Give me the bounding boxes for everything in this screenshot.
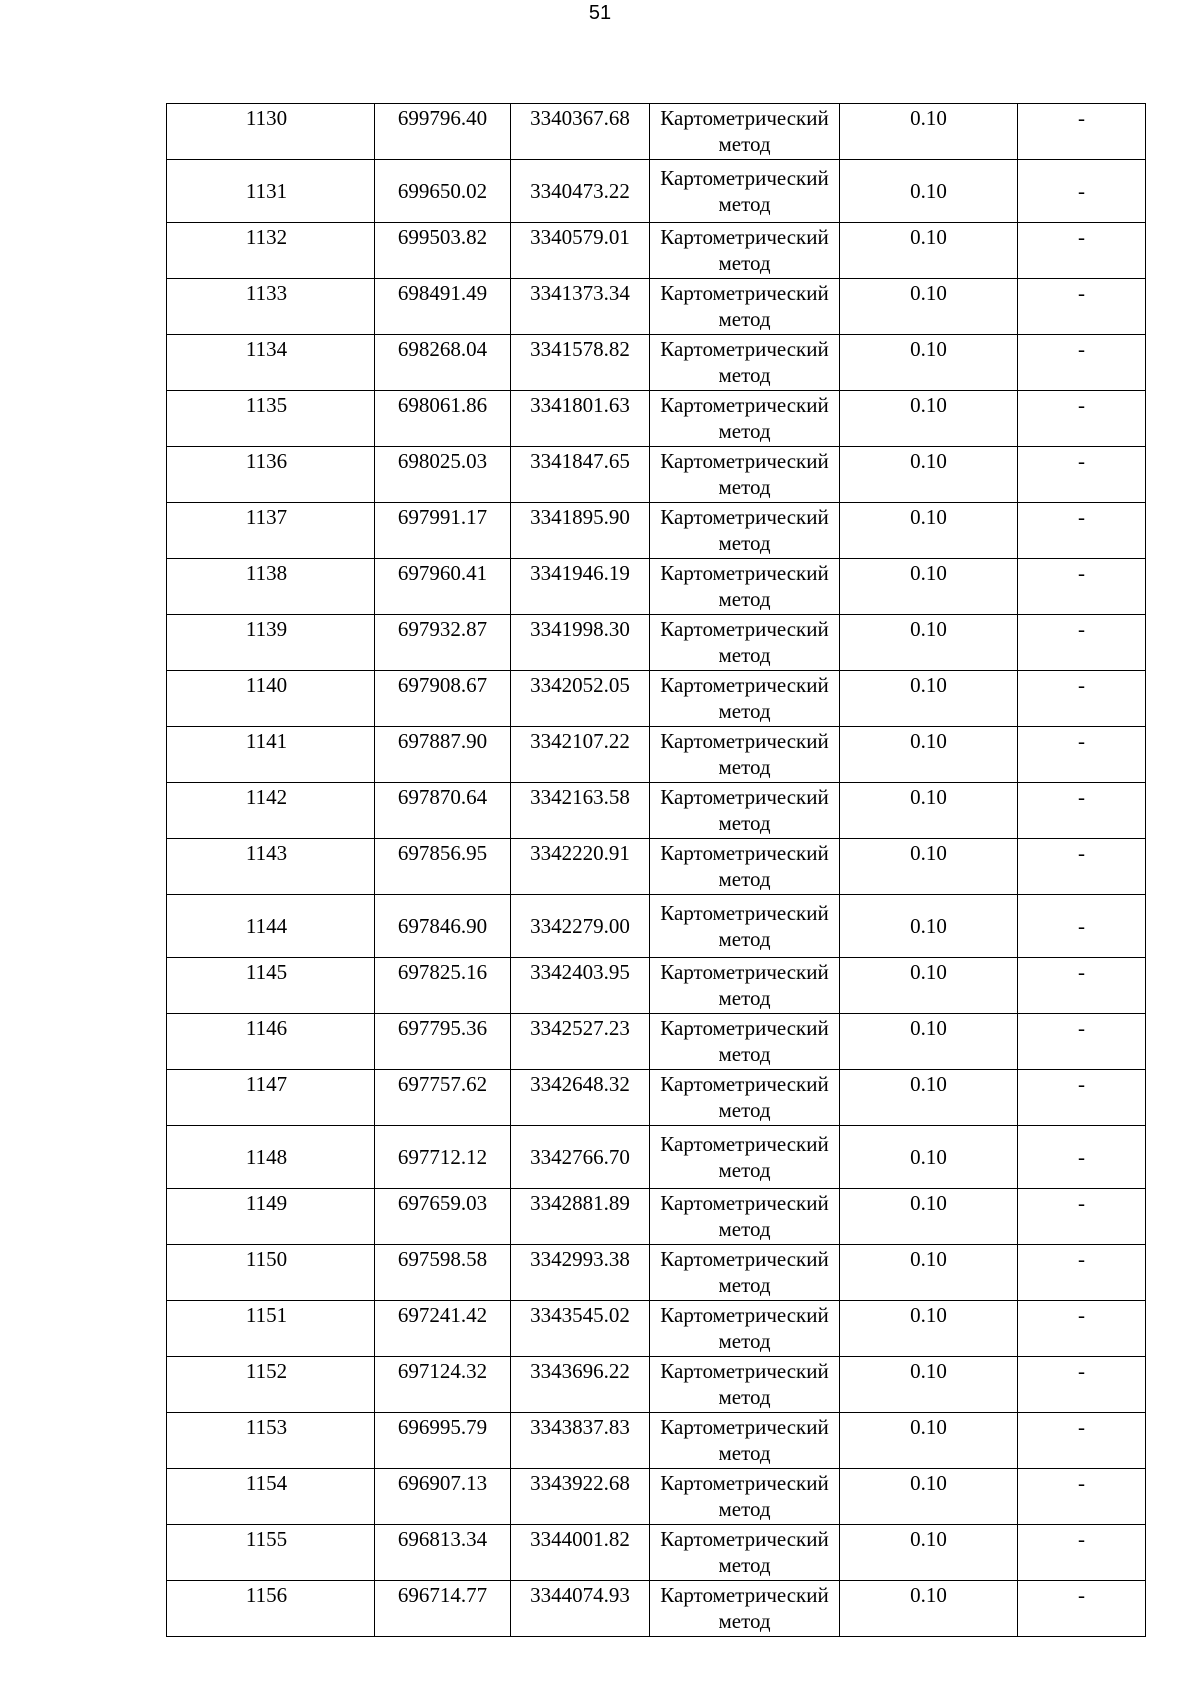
method-line-1: Картометрический [660,1132,829,1156]
method-cell [650,1245,840,1301]
x-coordinate-cell: 697659.03 [375,1189,511,1245]
x-coordinate-cell: 698491.49 [375,279,511,335]
x-coordinate-cell: 696813.34 [375,1525,511,1581]
table-row [167,223,1146,279]
point-number-cell: 1155 [167,1525,375,1581]
point-number-cell: 1137 [167,503,375,559]
x-coordinate-cell: 697908.67 [375,671,511,727]
point-number-cell: 1132 [167,223,375,279]
y-coordinate-cell: 3341578.82 [511,335,650,391]
table-row [167,1357,1146,1413]
point-number-cell: 1148 [167,1126,375,1189]
method-line-1: Картометрический [660,337,829,361]
point-number-cell: 1144 [167,895,375,958]
method-cell [650,559,840,615]
method-line-2: метод [718,1441,771,1465]
accuracy-cell: 0.10 [840,727,1018,783]
note-cell: - [1018,160,1146,223]
y-coordinate-cell: 3342279.00 [511,895,650,958]
point-number-cell: 1147 [167,1070,375,1126]
method-line-1: Картометрический [660,729,829,753]
x-coordinate-cell: 697846.90 [375,895,511,958]
accuracy-cell: 0.10 [840,895,1018,958]
accuracy-cell: 0.10 [840,447,1018,503]
note-cell: - [1018,447,1146,503]
method-line-2: метод [718,699,771,723]
method-cell [650,1413,840,1469]
point-number-cell: 1139 [167,615,375,671]
x-coordinate-cell: 697124.32 [375,1357,511,1413]
method-cell [650,1525,840,1581]
method-line-2: метод [718,132,771,156]
method-line-2: метод [718,1385,771,1409]
method-cell [650,447,840,503]
point-number-cell: 1135 [167,391,375,447]
y-coordinate-cell: 3341847.65 [511,447,650,503]
method-line-1: Картометрический [660,617,829,641]
y-coordinate-cell: 3342881.89 [511,1189,650,1245]
accuracy-cell: 0.10 [840,160,1018,223]
point-number-cell: 1151 [167,1301,375,1357]
note-cell: - [1018,223,1146,279]
y-coordinate-cell: 3340367.68 [511,104,650,160]
note-cell: - [1018,727,1146,783]
accuracy-cell: 0.10 [840,1581,1018,1637]
method-line-1: Картометрический [660,960,829,984]
table-row [167,1189,1146,1245]
accuracy-cell: 0.10 [840,1070,1018,1126]
table-row [167,160,1146,223]
x-coordinate-cell: 697241.42 [375,1301,511,1357]
y-coordinate-cell: 3342107.22 [511,727,650,783]
note-cell: - [1018,615,1146,671]
method-line-1: Картометрический [660,1303,829,1327]
table-row [167,615,1146,671]
method-line-2: метод [718,1609,771,1633]
method-line-2: метод [718,363,771,387]
method-line-1: Картометрический [660,166,829,190]
table-row [167,1525,1146,1581]
method-line-1: Картометрический [660,1471,829,1495]
method-line-2: метод [718,251,771,275]
table-row [167,104,1146,160]
method-cell [650,1581,840,1637]
method-line-2: метод [718,1158,771,1182]
method-cell [650,160,840,223]
note-cell: - [1018,1301,1146,1357]
table-row [167,727,1146,783]
note-cell: - [1018,1014,1146,1070]
y-coordinate-cell: 3341373.34 [511,279,650,335]
point-number-cell: 1130 [167,104,375,160]
note-cell: - [1018,895,1146,958]
method-line-2: метод [718,1098,771,1122]
y-coordinate-cell: 3344074.93 [511,1581,650,1637]
y-coordinate-cell: 3342993.38 [511,1245,650,1301]
method-line-1: Картометрический [660,393,829,417]
point-number-cell: 1153 [167,1413,375,1469]
x-coordinate-cell: 698268.04 [375,335,511,391]
x-coordinate-cell: 697887.90 [375,727,511,783]
method-line-2: метод [718,475,771,499]
point-number-cell: 1154 [167,1469,375,1525]
x-coordinate-cell: 697712.12 [375,1126,511,1189]
x-coordinate-cell: 697757.62 [375,1070,511,1126]
table-row [167,1413,1146,1469]
x-coordinate-cell: 696907.13 [375,1469,511,1525]
method-cell [650,335,840,391]
accuracy-cell: 0.10 [840,223,1018,279]
table-row [167,559,1146,615]
point-number-cell: 1143 [167,839,375,895]
method-line-2: метод [718,867,771,891]
y-coordinate-cell: 3342766.70 [511,1126,650,1189]
x-coordinate-cell: 699650.02 [375,160,511,223]
accuracy-cell: 0.10 [840,279,1018,335]
method-line-1: Картометрический [660,673,829,697]
table-row [167,1245,1146,1301]
point-number-cell: 1152 [167,1357,375,1413]
method-line-1: Картометрический [660,901,829,925]
note-cell: - [1018,391,1146,447]
method-cell [650,1357,840,1413]
method-cell [650,783,840,839]
x-coordinate-cell: 698025.03 [375,447,511,503]
page-number: 51 [588,2,612,24]
note-cell: - [1018,1469,1146,1525]
x-coordinate-cell: 699503.82 [375,223,511,279]
note-cell: - [1018,1245,1146,1301]
y-coordinate-cell: 3342220.91 [511,839,650,895]
method-line-1: Картометрический [660,505,829,529]
accuracy-cell: 0.10 [840,615,1018,671]
point-number-cell: 1145 [167,958,375,1014]
accuracy-cell: 0.10 [840,783,1018,839]
point-number-cell: 1133 [167,279,375,335]
y-coordinate-cell: 3343696.22 [511,1357,650,1413]
accuracy-cell: 0.10 [840,104,1018,160]
point-number-cell: 1134 [167,335,375,391]
point-number-cell: 1138 [167,559,375,615]
method-line-2: метод [718,1273,771,1297]
note-cell: - [1018,503,1146,559]
method-cell [650,1301,840,1357]
y-coordinate-cell: 3343837.83 [511,1413,650,1469]
method-line-2: метод [718,531,771,555]
note-cell: - [1018,1525,1146,1581]
note-cell: - [1018,1357,1146,1413]
note-cell: - [1018,104,1146,160]
method-line-1: Картометрический [660,561,829,585]
method-cell [650,279,840,335]
point-number-cell: 1141 [167,727,375,783]
point-number-cell: 1149 [167,1189,375,1245]
method-line-2: метод [718,1329,771,1353]
table-row [167,1014,1146,1070]
method-line-1: Картометрический [660,1016,829,1040]
table-row [167,1469,1146,1525]
accuracy-cell: 0.10 [840,1357,1018,1413]
x-coordinate-cell: 697856.95 [375,839,511,895]
x-coordinate-cell: 696995.79 [375,1413,511,1469]
x-coordinate-cell: 697870.64 [375,783,511,839]
method-cell [650,1070,840,1126]
method-line-1: Картометрический [660,449,829,473]
accuracy-cell: 0.10 [840,503,1018,559]
accuracy-cell: 0.10 [840,839,1018,895]
table-row [167,503,1146,559]
accuracy-cell: 0.10 [840,559,1018,615]
y-coordinate-cell: 3342403.95 [511,958,650,1014]
accuracy-cell: 0.10 [840,1245,1018,1301]
method-cell [650,727,840,783]
point-number-cell: 1131 [167,160,375,223]
x-coordinate-cell: 697960.41 [375,559,511,615]
note-cell: - [1018,335,1146,391]
note-cell: - [1018,1126,1146,1189]
y-coordinate-cell: 3340473.22 [511,160,650,223]
note-cell: - [1018,839,1146,895]
method-cell [650,1126,840,1189]
method-line-1: Картометрический [660,281,829,305]
method-line-1: Картометрический [660,1247,829,1271]
method-line-2: метод [718,927,771,951]
method-line-1: Картометрический [660,785,829,809]
accuracy-cell: 0.10 [840,1014,1018,1070]
note-cell: - [1018,1070,1146,1126]
table-row [167,1126,1146,1189]
method-line-1: Картометрический [660,1359,829,1383]
method-cell [650,1469,840,1525]
method-line-2: метод [718,1042,771,1066]
table-row [167,839,1146,895]
method-line-2: метод [718,1553,771,1577]
method-line-2: метод [718,986,771,1010]
method-line-2: метод [718,755,771,779]
method-cell [650,958,840,1014]
method-cell [650,503,840,559]
y-coordinate-cell: 3340579.01 [511,223,650,279]
table-row [167,1301,1146,1357]
method-line-2: метод [718,419,771,443]
table-row [167,447,1146,503]
x-coordinate-cell: 698061.86 [375,391,511,447]
note-cell: - [1018,1581,1146,1637]
accuracy-cell: 0.10 [840,1301,1018,1357]
note-cell: - [1018,783,1146,839]
point-number-cell: 1142 [167,783,375,839]
method-line-1: Картометрический [660,1527,829,1551]
method-line-1: Картометрический [660,225,829,249]
table-row [167,958,1146,1014]
table-row [167,1581,1146,1637]
point-number-cell: 1136 [167,447,375,503]
method-line-1: Картометрический [660,841,829,865]
y-coordinate-cell: 3343922.68 [511,1469,650,1525]
note-cell: - [1018,958,1146,1014]
accuracy-cell: 0.10 [840,671,1018,727]
accuracy-cell: 0.10 [840,1189,1018,1245]
method-line-1: Картометрический [660,1072,829,1096]
y-coordinate-cell: 3344001.82 [511,1525,650,1581]
y-coordinate-cell: 3342163.58 [511,783,650,839]
coordinates-table [166,103,1146,1637]
x-coordinate-cell: 696714.77 [375,1581,511,1637]
accuracy-cell: 0.10 [840,1469,1018,1525]
method-line-2: метод [718,1497,771,1521]
accuracy-cell: 0.10 [840,958,1018,1014]
method-cell [650,1189,840,1245]
table-row [167,671,1146,727]
method-line-1: Картометрический [660,1191,829,1215]
note-cell: - [1018,1189,1146,1245]
y-coordinate-cell: 3341801.63 [511,391,650,447]
y-coordinate-cell: 3342052.05 [511,671,650,727]
y-coordinate-cell: 3342527.23 [511,1014,650,1070]
table-row [167,279,1146,335]
method-cell [650,104,840,160]
accuracy-cell: 0.10 [840,1413,1018,1469]
point-number-cell: 1140 [167,671,375,727]
table-row [167,391,1146,447]
table-row [167,783,1146,839]
method-cell [650,391,840,447]
note-cell: - [1018,1413,1146,1469]
x-coordinate-cell: 697932.87 [375,615,511,671]
x-coordinate-cell: 697825.16 [375,958,511,1014]
y-coordinate-cell: 3342648.32 [511,1070,650,1126]
note-cell: - [1018,279,1146,335]
x-coordinate-cell: 697795.36 [375,1014,511,1070]
method-cell [650,671,840,727]
table-row [167,895,1146,958]
method-line-2: метод [718,587,771,611]
table-body [167,104,1146,1637]
method-line-1: Картометрический [660,1583,829,1607]
table-row [167,335,1146,391]
y-coordinate-cell: 3341946.19 [511,559,650,615]
table-row [167,1070,1146,1126]
accuracy-cell: 0.10 [840,391,1018,447]
method-line-2: метод [718,1217,771,1241]
method-line-1: Картометрический [660,106,829,130]
accuracy-cell: 0.10 [840,1525,1018,1581]
accuracy-cell: 0.10 [840,335,1018,391]
method-cell [650,839,840,895]
method-cell [650,223,840,279]
method-line-1: Картометрический [660,1415,829,1439]
x-coordinate-cell: 699796.40 [375,104,511,160]
x-coordinate-cell: 697991.17 [375,503,511,559]
method-line-2: метод [718,811,771,835]
note-cell: - [1018,559,1146,615]
note-cell: - [1018,671,1146,727]
point-number-cell: 1146 [167,1014,375,1070]
method-cell [650,895,840,958]
point-number-cell: 1156 [167,1581,375,1637]
x-coordinate-cell: 697598.58 [375,1245,511,1301]
point-number-cell: 1150 [167,1245,375,1301]
accuracy-cell: 0.10 [840,1126,1018,1189]
method-line-2: метод [718,192,771,216]
y-coordinate-cell: 3341895.90 [511,503,650,559]
y-coordinate-cell: 3341998.30 [511,615,650,671]
method-cell [650,615,840,671]
method-line-2: метод [718,307,771,331]
method-cell [650,1014,840,1070]
method-line-2: метод [718,643,771,667]
y-coordinate-cell: 3343545.02 [511,1301,650,1357]
